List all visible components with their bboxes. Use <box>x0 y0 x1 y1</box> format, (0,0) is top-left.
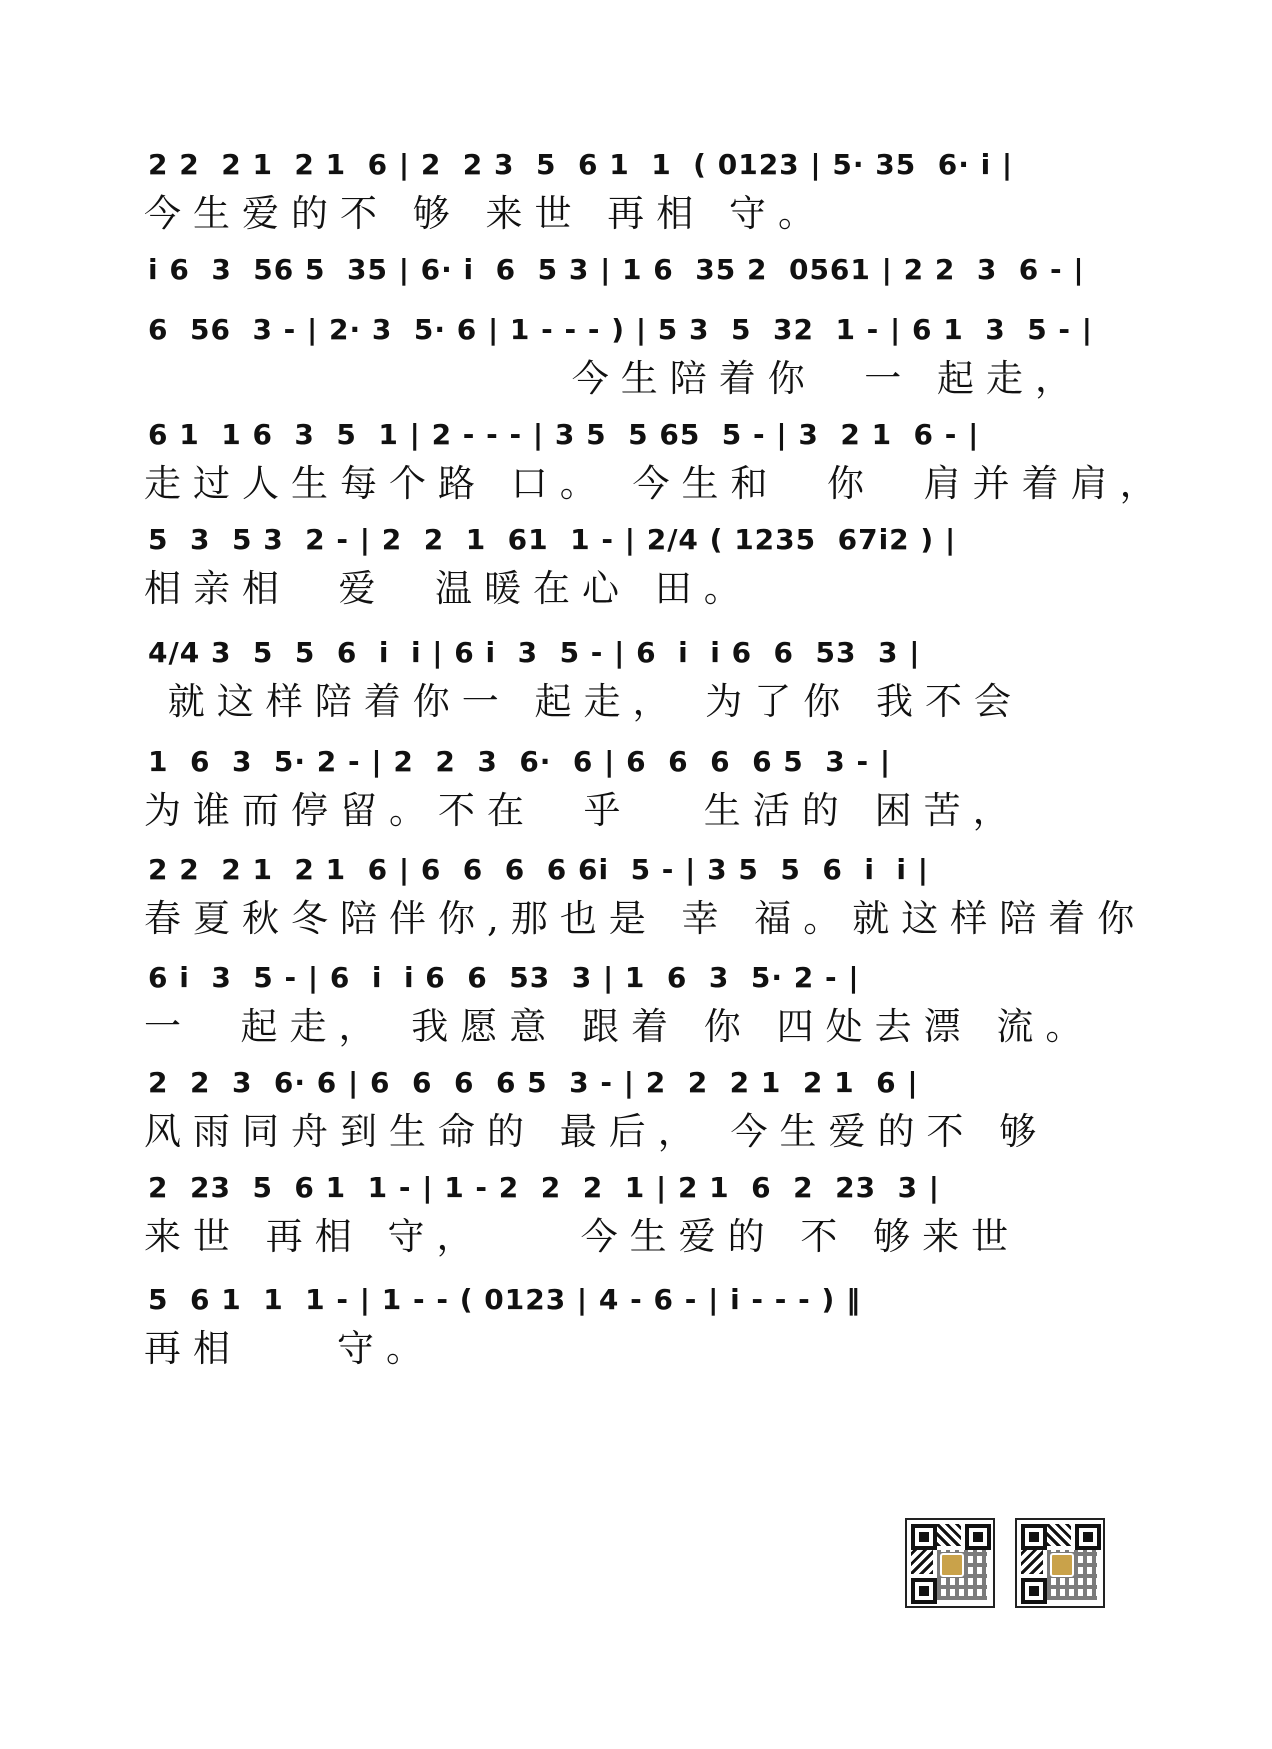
notation-line: 5 6 1 1 1 - | 1 - - ( 0123 | 4 - 6 - | i - - - ) ‖ <box>148 1283 862 1316</box>
qr-code-left <box>905 1518 995 1608</box>
notation-line: 6 56 3 - | 2· 3 5· 6 | 1 - - - ) | 5 3 5 32 1 - | 6 1 3 5 - | <box>148 313 1094 346</box>
notation-line: 5 3 5 3 2 - | 2 2 1 61 1 - | 2/4 ( 1235 67i2 ) | <box>148 523 957 556</box>
lyric-line: 再相 守。 <box>144 1327 436 1370</box>
qr-logo-icon <box>1050 1553 1074 1577</box>
notation-line: 2 2 2 1 2 1 6 | 2 2 3 5 6 1 1 ( 0123 | 5· 35 6· i | <box>148 148 1014 181</box>
lyric-line: 一 起走， 我愿意 跟着 你 四处去漂 流。 <box>144 1005 1095 1048</box>
notation-line: 1 6 3 5· 2 - | 2 2 3 6· 6 | 6 6 6 6 5 3 - | <box>148 745 892 778</box>
lyric-line: 来世 再相 守， 今生爱的 不 够来世 <box>144 1215 1021 1258</box>
notation-line: 2 2 3 6· 6 | 6 6 6 6 5 3 - | 2 2 2 1 2 1 6 | <box>148 1066 919 1099</box>
qr-finder-icon <box>965 1524 991 1550</box>
qr-finder-icon <box>1075 1524 1101 1550</box>
lyric-line: 相亲相 爱 温暖在心 田。 <box>144 567 753 610</box>
notation-line: 2 23 5 6 1 1 - | 1 - 2 2 2 1 | 2 1 6 2 23 3 | <box>148 1171 941 1204</box>
notation-line: 6 i 3 5 - | 6 i i 6 6 53 3 | 1 6 3 5· 2 - | <box>148 961 860 994</box>
qr-finder-icon <box>911 1524 937 1550</box>
notation-line: 6 1 1 6 3 5 1 | 2 - - - | 3 5 5 65 5 - | 3 2 1 6 - | <box>148 418 980 451</box>
qr-finder-icon <box>911 1578 937 1604</box>
lyric-line: 风雨同舟到生命的 最后， 今生爱的不 够 <box>144 1110 1049 1153</box>
qr-logo-icon <box>940 1553 964 1577</box>
qr-code-right <box>1015 1518 1105 1608</box>
notation-line: 2 2 2 1 2 1 6 | 6 6 6 6 6i 5 - | 3 5 5 6 i i | <box>148 853 929 886</box>
lyric-line: 走过人生每个路 口。 今生和 你 肩并着肩， <box>144 462 1169 505</box>
notation-line: i 6 3 56 5 35 | 6· i 6 5 3 | 1 6 35 2 0561 | 2 2 3 6 - | <box>148 253 1085 286</box>
lyric-line: 春夏秋冬陪伴你,那也是 幸 福。就这样陪着你 <box>144 897 1147 940</box>
lyric-line: 就这样陪着你一 起走， 为了你 我不会 <box>144 680 1024 723</box>
lyric-line: 今生爱的不 够 来世 再相 守。 <box>144 192 828 235</box>
notation-line: 4/4 3 5 5 6 i i | 6 i 3 5 - | 6 i i 6 6 53 3 | <box>148 636 921 669</box>
qr-finder-icon <box>1021 1578 1047 1604</box>
qr-finder-icon <box>1021 1524 1047 1550</box>
lyric-line: 为谁而停留。不在 乎 生活的 困苦， <box>144 789 1022 832</box>
lyric-line: 今生陪着你 一 起走， <box>144 357 1084 400</box>
